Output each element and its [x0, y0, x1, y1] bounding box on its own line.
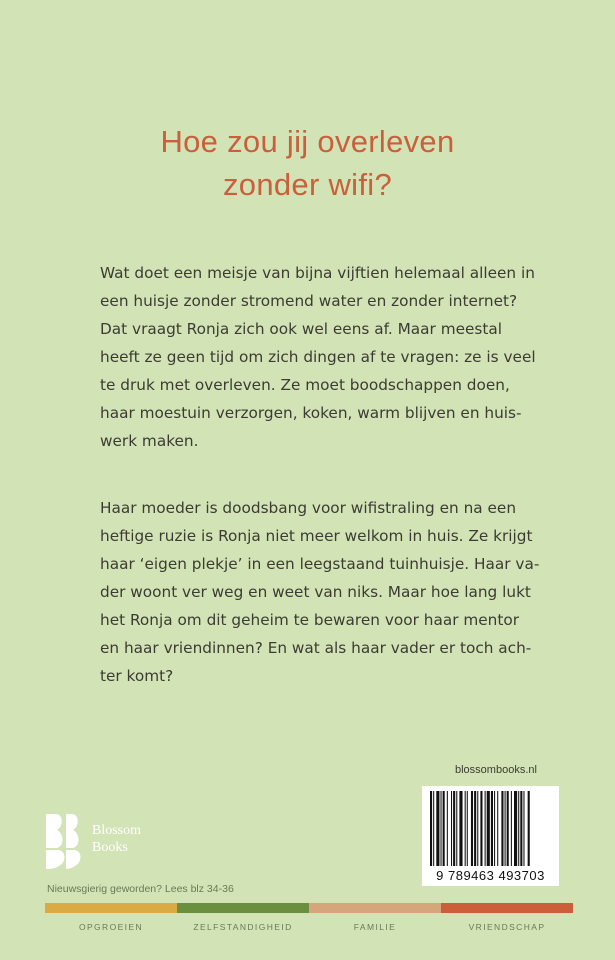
barcode-bar — [433, 791, 434, 866]
heading-line-1: Hoe zou jij overleven — [160, 124, 455, 159]
publisher-name-line-1: Blossom — [92, 823, 142, 838]
back-cover-heading — [0, 120, 615, 206]
text-line: der woont ver weg en weet van niks. Maar hoe lang lukt — [100, 583, 531, 601]
barcode-bar — [441, 791, 442, 866]
reading-tagline: Nieuwsgierig geworden? Lees blz 34-36 — [47, 883, 234, 895]
theme-label-opgroeien: OPGROEIEN — [78, 922, 144, 932]
text-line: haar moestuin verzorgen, koken, warm blijven en huis- — [100, 404, 522, 422]
barcode-bar — [474, 791, 476, 866]
theme-color-segment-opgroeien — [45, 903, 177, 913]
text-line: Wat doet een meisje van bijna vijftien helemaal alleen in — [100, 264, 535, 282]
heading-line-2: zonder wifi? — [222, 167, 392, 202]
text-line: het Ronja om dit geheim te bewaren voor haar mentor — [100, 611, 519, 629]
barcode-bar — [447, 791, 448, 866]
barcode-bar — [507, 791, 509, 866]
barcode-bar — [436, 791, 439, 866]
barcode-bar — [497, 791, 498, 866]
theme-color-segment-vriendschap — [441, 903, 573, 913]
barcode-bar — [501, 791, 503, 866]
theme-color-bar — [45, 903, 573, 913]
theme-label-vriendschap: VRIENDSCHAP — [468, 922, 546, 932]
text-line: Dat vraagt Ronja zich ook wel eens af. Maar meestal — [100, 320, 503, 338]
publisher-website: blossombooks.nl — [455, 764, 537, 776]
barcode-bar — [487, 791, 490, 866]
barcode-bar — [430, 791, 432, 866]
barcode-bar — [494, 791, 495, 866]
barcode-bar — [467, 791, 468, 866]
barcode-bar — [480, 791, 482, 866]
blurb-paragraph-2 — [100, 494, 540, 690]
barcode-bar — [518, 791, 519, 866]
isbn-number: 9 789463 493703 — [436, 868, 545, 883]
barcode-bar — [514, 791, 517, 866]
text-line: een huisje zonder stromend water en zonder internet? — [100, 292, 518, 310]
barcode-bar — [453, 791, 455, 866]
barcode-bar — [459, 791, 462, 866]
barcode-bar — [471, 791, 473, 866]
text-line: heftige ruzie is Ronja niet meer welkom in huis. Ze krijgt — [100, 527, 533, 545]
barcode-bar — [520, 791, 522, 866]
barcode-bar — [451, 791, 452, 866]
publisher-name — [92, 822, 141, 856]
publisher-name-line-2: Books — [92, 840, 128, 855]
barcode-bar — [528, 791, 530, 866]
barcode-bar — [505, 791, 506, 866]
barcode-bar — [465, 791, 466, 866]
text-line: werk maken. — [100, 432, 199, 450]
barcode-bar — [456, 791, 457, 866]
theme-color-segment-familie — [309, 903, 441, 913]
text-line: en haar vriendinnen? En wat als haar vader er toch ach- — [100, 639, 532, 657]
barcode-bar — [477, 791, 478, 866]
theme-label-familie: FAMILIE — [353, 922, 397, 932]
isbn-barcode — [422, 786, 559, 886]
theme-labels — [45, 922, 573, 932]
text-line: heeft ze geen tijd om zich dingen af te vragen: ze is veel — [100, 348, 536, 366]
barcode-bar — [491, 791, 493, 866]
text-line: Haar moeder is doodsbang voor wifistraling en na een — [100, 499, 517, 517]
barcode-bar — [485, 791, 486, 866]
barcode-bar — [523, 791, 524, 866]
barcode-bars — [430, 791, 551, 866]
theme-color-segment-zelfstandigheid — [177, 903, 309, 913]
blossom-books-logo-icon — [44, 812, 84, 870]
barcode-bar — [511, 791, 512, 866]
text-line: ter komt? — [100, 667, 174, 685]
text-line: haar ‘eigen plekje’ in een leegstaand tuinhuisje. Haar va- — [100, 555, 540, 573]
theme-label-zelfstandigheid: ZELFSTANDIGHEID — [193, 922, 293, 932]
barcode-bar — [443, 791, 445, 866]
text-line: te druk met overleven. Ze moet boodschappen doen, — [100, 376, 510, 394]
blurb-paragraph-1 — [100, 259, 536, 455]
